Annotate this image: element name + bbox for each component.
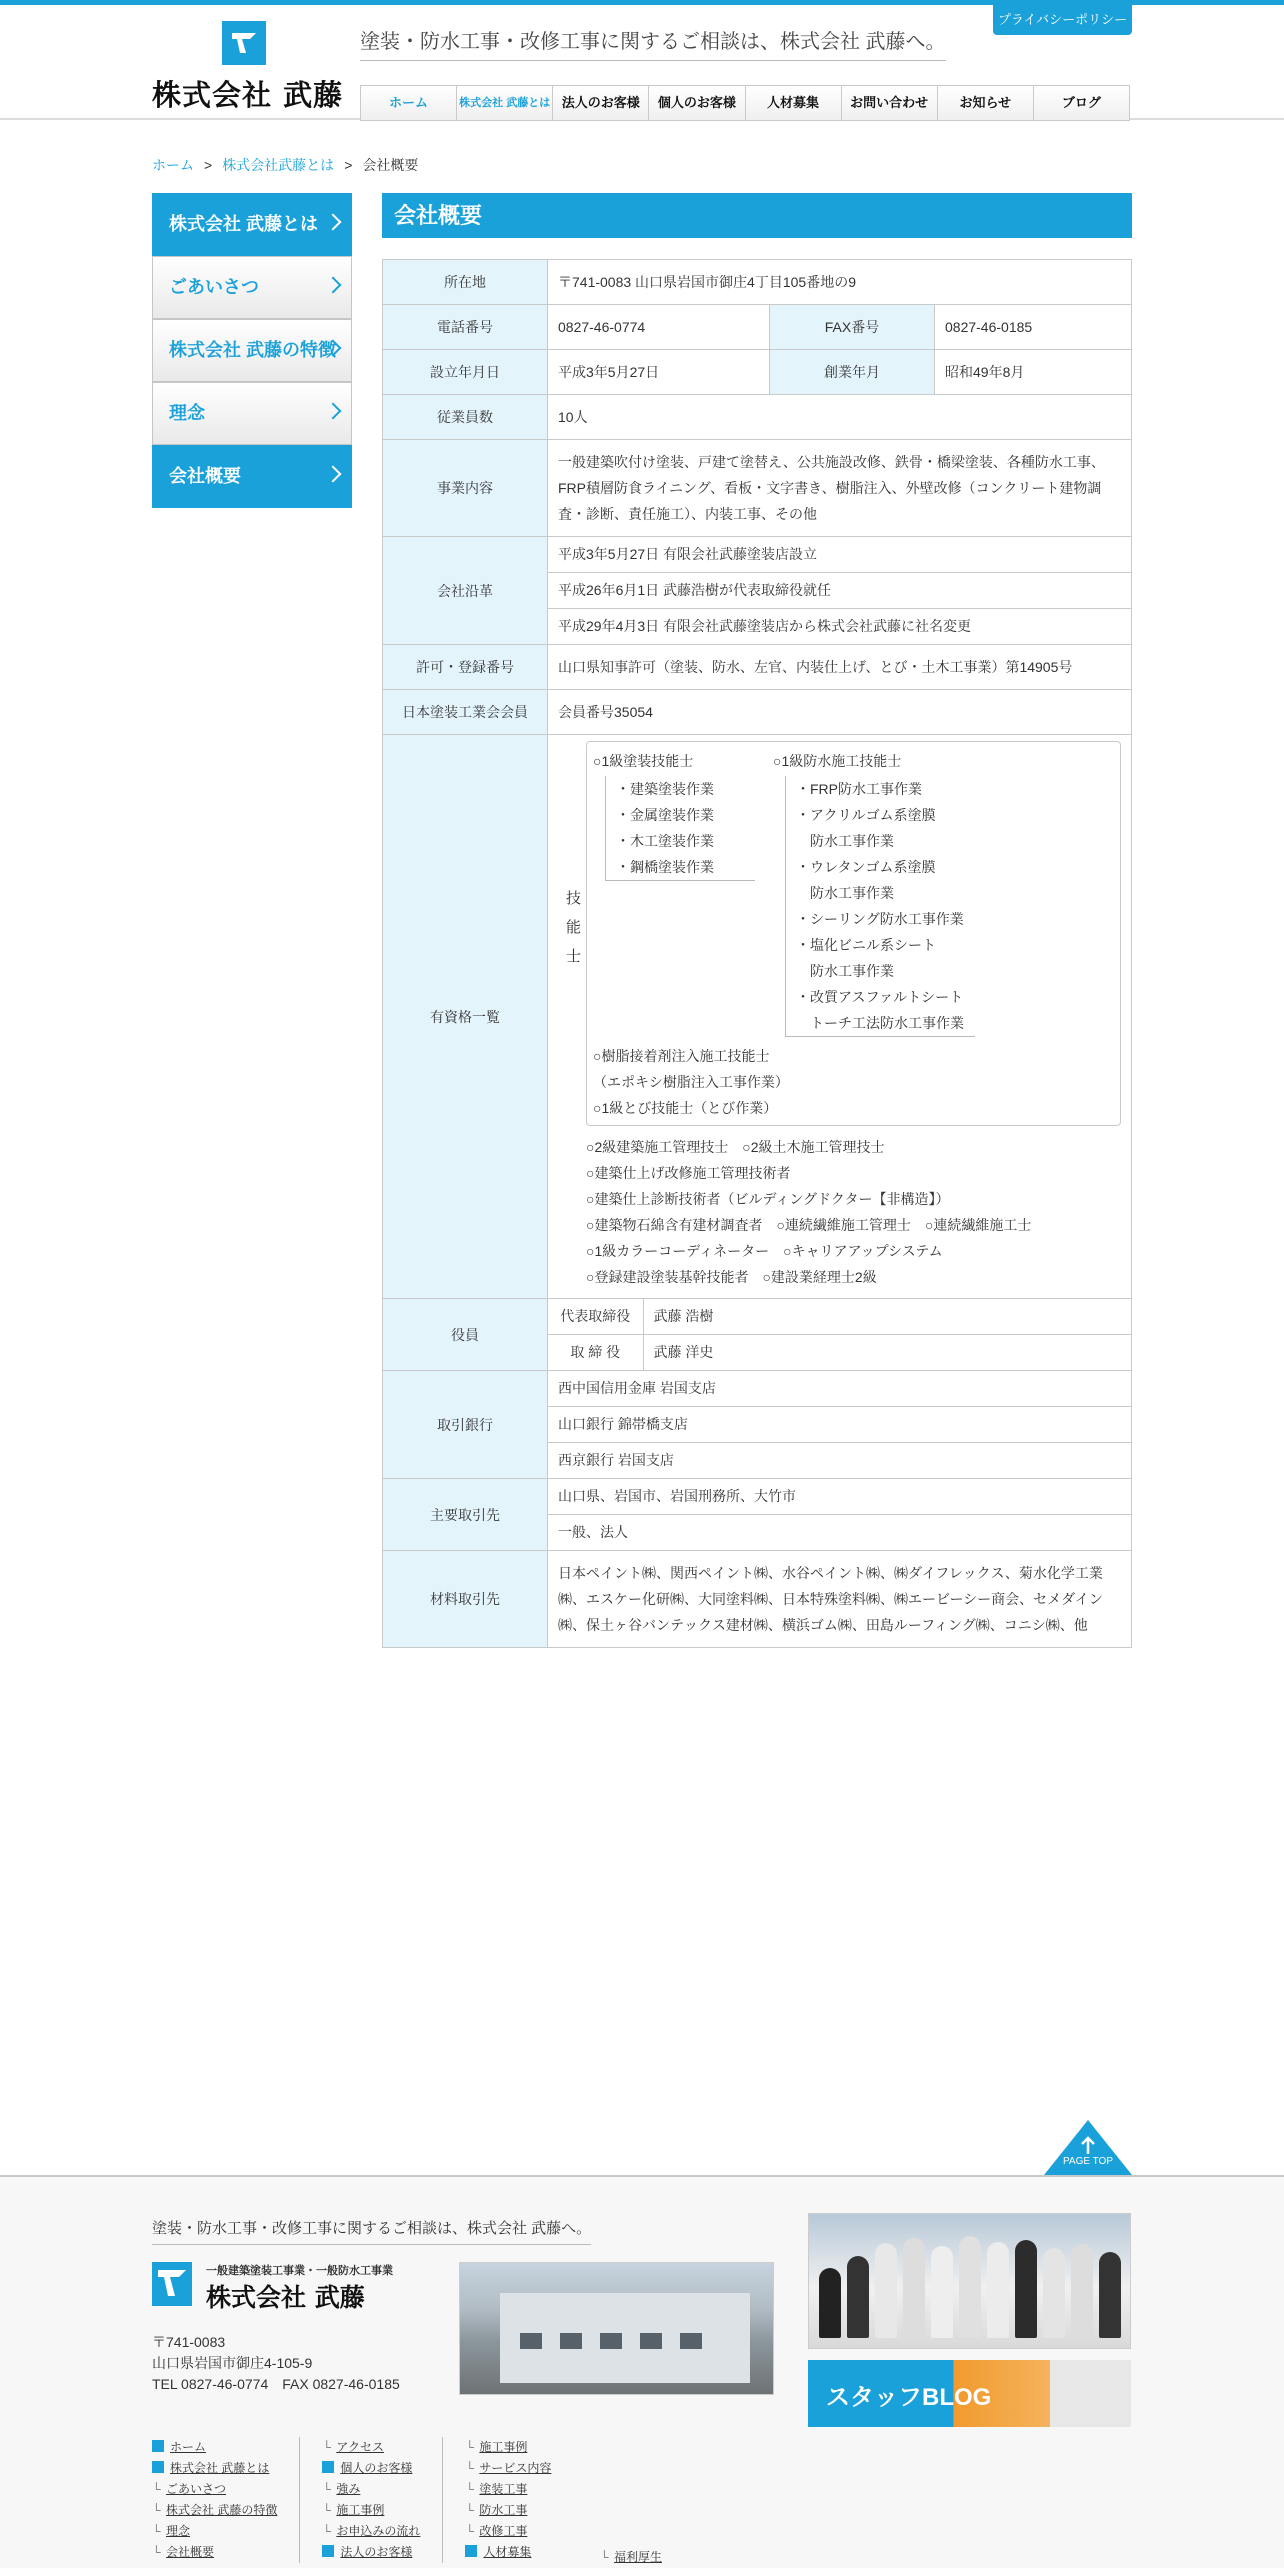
row-label: 役員 bbox=[383, 1299, 548, 1371]
footer-link-label: ホーム bbox=[170, 2440, 207, 2454]
qual-item: ○建築仕上げ改修施工管理技術者 bbox=[586, 1165, 791, 1181]
sidebar-item-greeting[interactable] bbox=[152, 256, 352, 319]
footer-link-label: 福利厚生 bbox=[614, 2550, 663, 2564]
breadcrumb-current: 会社概要 bbox=[362, 157, 419, 173]
qual-sub-item: 防水工事作業 bbox=[796, 963, 894, 979]
nav-corporate[interactable]: 法人のお客様 bbox=[553, 86, 649, 120]
tree-branch-icon: └ bbox=[322, 2503, 331, 2517]
tel-value: 0827-46-0774 bbox=[548, 305, 770, 350]
sidebar-item-label: 理念 bbox=[169, 403, 205, 423]
officer-title: 取 締 役 bbox=[548, 1335, 643, 1371]
nav-contact[interactable]: お問い合わせ bbox=[842, 86, 938, 120]
table-row bbox=[383, 395, 1132, 440]
qual-item: ○登録建設塗装基幹技能者 bbox=[586, 1269, 749, 1285]
history-item: 平成26年6月1日 武藤浩樹が代表取締役就任 bbox=[548, 573, 1131, 609]
qual-group-waterproof bbox=[773, 748, 1114, 1043]
footer-link-label: 防水工事 bbox=[479, 2503, 528, 2517]
footer-link[interactable] bbox=[465, 2521, 551, 2542]
person-shape bbox=[819, 2268, 841, 2338]
qual-item: ○建設業経理士2級 bbox=[762, 1269, 877, 1285]
chevron-right-icon bbox=[325, 403, 342, 420]
tree-branch-icon: └ bbox=[152, 2545, 161, 2559]
footer-link[interactable] bbox=[465, 2542, 551, 2563]
breadcrumb-parent[interactable]: 株式会社武藤とは bbox=[222, 157, 335, 173]
site-header bbox=[0, 5, 1284, 120]
tree-branch-icon: └ bbox=[322, 2524, 331, 2538]
table-row bbox=[383, 1551, 1132, 1648]
footer-link[interactable] bbox=[322, 2479, 420, 2500]
person-shape bbox=[847, 2256, 869, 2338]
qual-sub-item: ・FRP防水工事作業 bbox=[796, 781, 922, 797]
tree-branch-icon: └ bbox=[465, 2524, 474, 2538]
row-label: 日本塗装工業会会員 bbox=[383, 690, 548, 735]
row-label: 許可・登録番号 bbox=[383, 645, 548, 690]
person-shape bbox=[959, 2236, 981, 2338]
footer-telfax: TEL 0827-46-0774 FAX 0827-46-0185 bbox=[152, 2376, 400, 2392]
banks-cell bbox=[548, 1371, 1132, 1479]
footer-link[interactable] bbox=[152, 2479, 277, 2500]
footer-link-label: 強み bbox=[336, 2482, 361, 2496]
company-profile-table bbox=[382, 259, 1132, 1648]
arrow-bullet-icon bbox=[322, 2545, 334, 2557]
window-shape bbox=[520, 2333, 542, 2349]
chevron-right-icon bbox=[325, 277, 342, 294]
footer-link[interactable] bbox=[152, 2458, 277, 2479]
arrow-bullet-icon bbox=[322, 2461, 334, 2473]
sidebar-item-label: 会社概要 bbox=[169, 466, 241, 486]
footer-link-label: 施工事例 bbox=[479, 2440, 528, 2454]
footer-link-label: 会社概要 bbox=[166, 2545, 215, 2559]
footer-link-label: お申込みの流れ bbox=[336, 2524, 421, 2538]
row-label: 設立年月日 bbox=[383, 350, 548, 395]
qual-group-title: ○1級防水施工技能士 bbox=[773, 753, 902, 769]
qual-sub-list bbox=[785, 776, 975, 1037]
footer-logo-name: 株式会社 武藤 bbox=[206, 2283, 365, 2312]
chevron-right-icon bbox=[325, 466, 342, 483]
logo-text: 株式会社 武藤 bbox=[152, 78, 344, 112]
breadcrumb bbox=[152, 155, 418, 175]
row-label: FAX番号 bbox=[770, 305, 935, 350]
qual-side-label: 技能士 bbox=[564, 890, 581, 977]
qual-item: ○キャリアアップシステム bbox=[783, 1243, 943, 1259]
qual-sub-item: ・アクリルゴム系塗膜 bbox=[796, 807, 936, 823]
footer-link[interactable] bbox=[152, 2542, 277, 2563]
qual-extra-list bbox=[558, 1126, 1121, 1290]
qualifications-cell bbox=[548, 735, 1132, 1299]
qual-item: （エポキシ樹脂注入工事作業） bbox=[593, 1074, 789, 1090]
footer-link[interactable] bbox=[322, 2542, 420, 2563]
footer-link[interactable] bbox=[465, 2500, 551, 2521]
bank-item: 西京銀行 岩国支店 bbox=[558, 1452, 674, 1468]
business-value: 一般建築吹付け塗装、戸建て塗替え、公共施設改修、鉄骨・橋梁塗装、各種防水工事、FRP積層防食ライニング、看板・文字書き、樹脂注入、外壁改修（コンクリート建物調査・診断、責任施工）、内装工事、その他 bbox=[548, 440, 1132, 537]
sidebar-item-about[interactable] bbox=[152, 193, 352, 256]
row-label: 創業年月 bbox=[770, 350, 935, 395]
footer-street: 山口県岩国市御庄4-105-9 bbox=[152, 2355, 313, 2371]
qual-sub-item: ・建築塗装作業 bbox=[616, 781, 714, 797]
footer-link-label: サービス内容 bbox=[479, 2461, 552, 2475]
person-shape bbox=[987, 2242, 1009, 2338]
staff-group-photo[interactable] bbox=[808, 2213, 1131, 2349]
row-label: 従業員数 bbox=[383, 395, 548, 440]
row-label: 材料取引先 bbox=[383, 1551, 548, 1648]
row-label: 取引銀行 bbox=[383, 1371, 548, 1479]
row-label: 会社沿革 bbox=[383, 537, 548, 645]
qual-sub-item: ・ウレタンゴム系塗膜 bbox=[796, 859, 936, 875]
established-value: 平成3年5月27日 bbox=[548, 350, 770, 395]
tree-branch-icon: └ bbox=[465, 2461, 474, 2475]
global-nav bbox=[360, 85, 1130, 121]
footer-link[interactable] bbox=[322, 2500, 420, 2521]
window-shape bbox=[560, 2333, 582, 2349]
footer-link-label: 改修工事 bbox=[479, 2524, 528, 2538]
building-shape bbox=[500, 2293, 750, 2383]
qual-item: ○1級カラーコーディネーター bbox=[586, 1243, 770, 1259]
footer-link[interactable] bbox=[152, 2521, 277, 2542]
qual-sub-item: トーチ工法防水工事作業 bbox=[796, 1015, 964, 1031]
officer-name: 武藤 浩樹 bbox=[643, 1299, 1131, 1335]
qual-sub-item: ・金属塗装作業 bbox=[616, 807, 714, 823]
row-label: 事業内容 bbox=[383, 440, 548, 537]
blog-banner-label: スタッフBLOG bbox=[826, 2384, 992, 2411]
header-tagline: 塗装・防水工事・改修工事に関するご相談は、株式会社 武藤へ。 bbox=[360, 25, 946, 61]
qual-sub-item: 防水工事作業 bbox=[796, 885, 894, 901]
history-item: 平成3年5月27日 有限会社武藤塗装店設立 bbox=[548, 537, 1131, 573]
privacy-policy-link[interactable]: プライバシーポリシー bbox=[993, 5, 1132, 35]
footer-link[interactable] bbox=[322, 2458, 420, 2479]
logo-mark-icon bbox=[152, 2262, 192, 2306]
officer-title: 代表取締役 bbox=[548, 1299, 643, 1335]
qual-sub-item: ・塩化ビニル系シート bbox=[796, 937, 936, 953]
nav-about[interactable]: 株式会社 武藤とは bbox=[457, 86, 553, 120]
footer-link-label: 株式会社 武藤の特徴 bbox=[166, 2503, 278, 2517]
footer-link[interactable] bbox=[465, 2437, 551, 2458]
footer-link[interactable] bbox=[465, 2479, 551, 2500]
window-shape bbox=[680, 2333, 702, 2349]
tree-branch-icon: └ bbox=[465, 2482, 474, 2496]
footer-link-label: ごあいさつ bbox=[166, 2482, 227, 2496]
history-item: 平成29年4月3日 有限会社武藤塗装店から株式会社武藤に社名変更 bbox=[558, 618, 972, 634]
table-row bbox=[383, 305, 1132, 350]
footer-logo[interactable] bbox=[152, 2262, 412, 2312]
table-row bbox=[383, 645, 1132, 690]
tree-branch-icon: └ bbox=[465, 2440, 474, 2454]
arrow-bullet-icon bbox=[465, 2545, 477, 2557]
footer-link-label: 塗装工事 bbox=[479, 2482, 528, 2496]
qual-sub-item: ・木工塗装作業 bbox=[616, 833, 714, 849]
clients-cell bbox=[548, 1479, 1132, 1551]
footer-link-label: 理念 bbox=[166, 2524, 191, 2538]
tree-branch-icon: └ bbox=[322, 2440, 331, 2454]
sidebar-item-label: 株式会社 武藤とは bbox=[169, 214, 319, 234]
license-value: 山口県知事許可（塗装、防水、左官、内装仕上げ、とび・土木工事業）第14905号 bbox=[548, 645, 1132, 690]
fax-value: 0827-46-0185 bbox=[935, 305, 1132, 350]
chevron-right-icon bbox=[325, 214, 342, 231]
footer-link[interactable] bbox=[322, 2521, 420, 2542]
person-shape bbox=[903, 2238, 925, 2338]
nav-news[interactable]: お知らせ bbox=[938, 86, 1034, 120]
person-shape bbox=[875, 2243, 897, 2338]
employees-value: 10人 bbox=[548, 395, 1132, 440]
footer-link-label: 人材募集 bbox=[483, 2545, 532, 2559]
qual-inner-box bbox=[586, 741, 1121, 1126]
qual-sub-item: ・改質アスファルトシート bbox=[796, 989, 964, 1005]
person-shape bbox=[1015, 2240, 1037, 2338]
tree-branch-icon: └ bbox=[322, 2482, 331, 2496]
materials-value: 日本ペイント㈱、関西ペイント㈱、水谷ペイント㈱、㈱ダイフレックス、菊水化学工業㈱、エスケー化研㈱、大同塗料㈱、日本特殊塗料㈱、㈱エービーシー商会、セメダイン㈱、保土ヶ谷バンテックス建材㈱、横浜ゴム㈱、田島ルーフィング㈱、コニシ㈱、他 bbox=[548, 1551, 1132, 1648]
window-shape bbox=[640, 2333, 662, 2349]
arrow-bullet-icon bbox=[152, 2440, 164, 2452]
footer-link-column bbox=[322, 2437, 443, 2563]
tree-branch-icon: └ bbox=[152, 2524, 161, 2538]
sidebar-item-label: ごあいさつ bbox=[169, 277, 259, 297]
footer-link[interactable] bbox=[600, 2547, 662, 2568]
sidebar-item-features[interactable] bbox=[152, 319, 352, 382]
tree-branch-icon: └ bbox=[600, 2550, 609, 2564]
qual-item: ○樹脂接着剤注入施工技能士 bbox=[593, 1048, 770, 1064]
person-shape bbox=[1099, 2252, 1121, 2338]
association-value: 会員番号35054 bbox=[548, 690, 1132, 735]
footer-tagline: 塗装・防水工事・改修工事に関するご相談は、株式会社 武藤へ。 bbox=[152, 2217, 591, 2245]
footer-link[interactable] bbox=[152, 2500, 277, 2521]
footer-link-column bbox=[152, 2437, 300, 2563]
page-top-button[interactable] bbox=[1044, 2120, 1132, 2175]
officer-name: 武藤 洋史 bbox=[653, 1344, 714, 1360]
table-row bbox=[383, 440, 1132, 537]
row-label: 有資格一覧 bbox=[383, 735, 548, 1299]
footer-link-label: アクセス bbox=[336, 2440, 384, 2454]
sidebar-item-label: 株式会社 武藤の特徴 bbox=[169, 340, 337, 360]
qual-item: ○連続繊維施工士 bbox=[924, 1217, 1032, 1233]
site-logo[interactable] bbox=[152, 21, 344, 116]
tree-branch-icon: └ bbox=[152, 2482, 161, 2496]
footer-link-label: 個人のお客様 bbox=[340, 2461, 413, 2475]
nav-home[interactable]: ホーム bbox=[361, 86, 457, 120]
officers-cell bbox=[548, 1299, 1132, 1371]
breadcrumb-home[interactable]: ホーム bbox=[152, 157, 194, 173]
page-title: 会社概要 bbox=[382, 193, 1132, 238]
sidebar-item-company-profile[interactable] bbox=[152, 445, 352, 508]
row-label: 電話番号 bbox=[383, 305, 548, 350]
arrow-bullet-icon bbox=[152, 2461, 164, 2473]
footer-link-label: 株式会社 武藤とは bbox=[170, 2461, 270, 2475]
footer-sitemap bbox=[152, 2437, 595, 2563]
skilled-worker-box bbox=[558, 741, 1121, 1126]
client-item: 一般、法人 bbox=[558, 1524, 628, 1540]
qual-item: ○建築物石綿含有建材調査者 bbox=[586, 1217, 763, 1233]
sidebar-item-philosophy[interactable] bbox=[152, 382, 352, 445]
table-row bbox=[383, 1371, 1132, 1479]
footer-address bbox=[152, 2332, 400, 2395]
site-footer bbox=[0, 2175, 1284, 2568]
office-building-photo bbox=[459, 2262, 774, 2395]
table-row bbox=[383, 350, 1132, 395]
qual-sub-item: 防水工事作業 bbox=[796, 833, 894, 849]
qual-item: ○2級土木施工管理技士 bbox=[742, 1139, 885, 1155]
nav-recruit[interactable]: 人材募集 bbox=[746, 86, 842, 120]
tree-branch-icon: └ bbox=[465, 2503, 474, 2517]
table-row bbox=[383, 537, 1132, 645]
person-shape bbox=[1071, 2244, 1093, 2338]
logo-mark-icon bbox=[222, 21, 266, 65]
staff-blog-banner[interactable] bbox=[808, 2360, 1131, 2427]
qual-sub-item: ・鋼橋塗装作業 bbox=[616, 859, 714, 875]
qual-item: ○1級とび技能士（とび作業） bbox=[593, 1100, 778, 1116]
breadcrumb-separator: > bbox=[344, 157, 353, 173]
client-item: 山口県、岩国市、岩国刑務所、大竹市 bbox=[548, 1479, 1131, 1515]
bank-item: 山口銀行 錦帯橋支店 bbox=[548, 1407, 1131, 1443]
history-cell bbox=[548, 537, 1132, 645]
address-value: 〒741-0083 山口県岩国市御庄4丁目105番地の9 bbox=[548, 260, 1132, 305]
bank-item: 西中国信用金庫 岩国支店 bbox=[548, 1371, 1131, 1407]
person-shape bbox=[1043, 2248, 1065, 2338]
qual-group-title: ○1級塗装技能士 bbox=[593, 753, 694, 769]
tree-branch-icon: └ bbox=[152, 2503, 161, 2517]
window-shape bbox=[600, 2333, 622, 2349]
footer-postal: 〒741-0083 bbox=[152, 2334, 226, 2350]
footer-logo-subtitle: 一般建築塗装工事業・一般防水工事業 bbox=[206, 2265, 393, 2277]
row-label: 所在地 bbox=[383, 260, 548, 305]
table-row bbox=[383, 1479, 1132, 1551]
nav-blog[interactable]: ブログ bbox=[1061, 95, 1101, 110]
footer-link[interactable] bbox=[465, 2458, 551, 2479]
qual-item: ○連続繊維施工管理士 bbox=[776, 1217, 911, 1233]
footer-link[interactable] bbox=[152, 2437, 277, 2458]
person-shape bbox=[931, 2246, 953, 2338]
breadcrumb-separator: > bbox=[204, 157, 213, 173]
nav-individual[interactable]: 個人のお客様 bbox=[649, 86, 745, 120]
footer-link-label: 法人のお客様 bbox=[340, 2545, 413, 2559]
qual-sub-item: ・シーリング防水工事作業 bbox=[796, 911, 964, 927]
side-nav bbox=[152, 193, 352, 508]
row-label: 主要取引先 bbox=[383, 1479, 548, 1551]
table-row bbox=[383, 260, 1132, 305]
footer-link-column bbox=[465, 2437, 573, 2563]
qual-item: ○2級建築施工管理技士 bbox=[586, 1139, 729, 1155]
table-row bbox=[383, 735, 1132, 1299]
table-row bbox=[383, 690, 1132, 735]
footer-link[interactable] bbox=[322, 2437, 420, 2458]
qual-sub-list bbox=[605, 776, 755, 881]
qual-group-painting bbox=[593, 748, 773, 1043]
table-row bbox=[383, 1299, 1132, 1371]
qual-item: ○建築仕上診断技術者（ビルディングドクター【非構造】） bbox=[586, 1191, 950, 1207]
footer-link-label: 施工事例 bbox=[336, 2503, 385, 2517]
page-top-label: PAGE TOP bbox=[1062, 2156, 1114, 2167]
founded-value: 昭和49年8月 bbox=[935, 350, 1132, 395]
